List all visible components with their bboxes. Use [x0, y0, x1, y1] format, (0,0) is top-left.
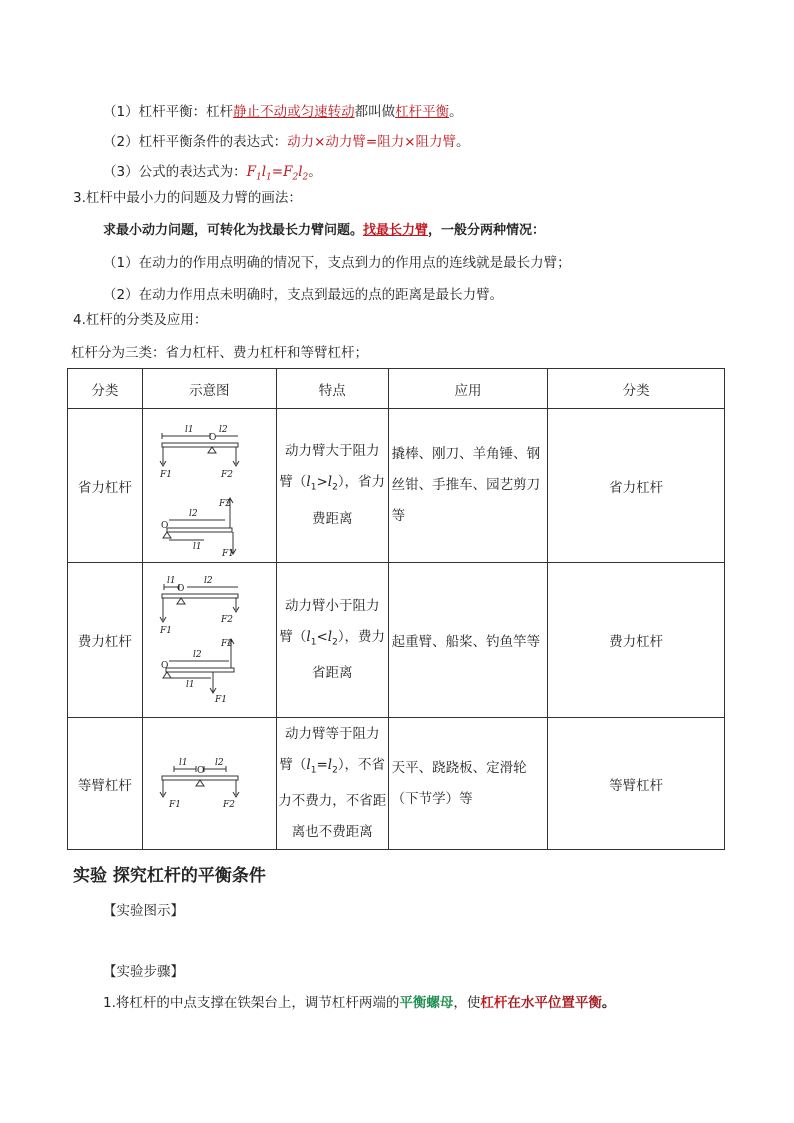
feature-line: 离也不费距离 — [291, 824, 373, 841]
classification-intro: 杠杆分为三类：省力杠杆、费力杠杆和等臂杠杆； — [71, 345, 368, 361]
header-cell: 特点 — [276, 369, 388, 409]
feature-line: 省距离 — [311, 665, 353, 682]
l1-label: l1 — [179, 757, 188, 768]
highlight-text: 动力×动力臂=阻力×阻力臂 — [287, 134, 457, 150]
text: 1.将杠杆的中点支撑在铁架台上，调节杠杆两端的 — [103, 995, 400, 1011]
force-saving-lever-diagram — [159, 416, 259, 556]
feature-line: 动力臂小于阻力 — [284, 597, 380, 614]
l2-label: l2 — [189, 508, 198, 519]
l2-label: l2 — [204, 576, 213, 586]
formula: $F_1l_1=F_2l_2$ — [246, 164, 309, 183]
header-cell: 分类 — [548, 369, 725, 409]
f1-label: F1 — [160, 469, 173, 480]
fulcrum-label: O — [161, 661, 169, 671]
text: 。 — [449, 104, 463, 120]
text: 都叫做 — [354, 104, 396, 120]
l1-label: l1 — [185, 424, 194, 435]
l2-label: l2 — [193, 650, 202, 660]
min-force-lead — [103, 222, 545, 240]
table-row — [68, 718, 725, 850]
f2-label: F2 — [219, 498, 232, 509]
highlight-text: 杠杆平衡 — [395, 104, 450, 120]
l1-label: l1 — [167, 576, 176, 586]
l2-label: l2 — [219, 424, 228, 435]
feature-line: 费距离 — [311, 510, 353, 527]
table-row — [68, 409, 725, 563]
text: （3）公式的表达式为： — [103, 164, 247, 180]
table-header-row — [68, 369, 725, 409]
header-cell: 分类 — [68, 369, 143, 409]
steps-label: 【实验步骤】 — [103, 964, 184, 980]
diagram-cell — [142, 409, 276, 563]
header-cell: 示意图 — [142, 369, 276, 409]
text: ，一般分两种情况： — [428, 223, 546, 238]
highlight-text: 杠杆 — [480, 995, 508, 1011]
category-cell: 费力杠杆 — [68, 563, 143, 718]
category-cell: 等臂杠杆 — [68, 718, 143, 850]
f2-label: F2 — [221, 615, 234, 625]
text: ，使 — [453, 995, 481, 1011]
text: 。 — [456, 134, 470, 150]
feature-line: 动力臂大于阻力 — [284, 443, 380, 460]
force-costing-lever-diagram — [159, 570, 259, 710]
balance-condition — [103, 133, 470, 151]
feature-cell — [276, 409, 388, 563]
category-cell: 省力杠杆 — [68, 409, 143, 563]
text: 求最小动力问题，可转化为找最长力臂问题。 — [103, 223, 364, 238]
fulcrum-label: O — [177, 584, 185, 594]
category-cell: 等臂杠杆 — [548, 718, 725, 850]
fulcrum-label: O — [209, 432, 217, 443]
feature-cell — [276, 718, 388, 850]
text: 。 — [601, 995, 616, 1011]
application-cell: 撬棒、刚刀、羊角锤、钢丝钳、手推车、园艺剪刀等 — [388, 409, 548, 563]
header-cell: 应用 — [388, 369, 548, 409]
f2-label: F2 — [221, 469, 234, 480]
diagram-cell — [142, 563, 276, 718]
equal-arm-lever-diagram — [159, 749, 259, 819]
balance-definition — [103, 103, 463, 121]
f1-label: F1 — [222, 548, 235, 556]
f1-label: F1 — [160, 626, 173, 636]
table-row — [68, 563, 725, 718]
highlight-text: 在水平位置平衡 — [507, 995, 602, 1011]
l1-label: l1 — [186, 680, 195, 690]
feature-line: 臂$(l_1=l_2)$，不省 — [279, 756, 386, 776]
l1-label: l1 — [193, 541, 202, 552]
fulcrum-label: O — [161, 520, 169, 531]
section-3-title: 3.杠杆中最小力的问题及力臂的画法： — [73, 190, 302, 206]
f2-label: F2 — [223, 799, 236, 810]
step-1 — [103, 994, 615, 1012]
feature-cell — [276, 563, 388, 718]
text: （1）杠杆平衡：杠杆 — [103, 104, 234, 120]
f1-label: F1 — [169, 799, 182, 810]
feature-line: 动力臂等于阻力 — [284, 725, 380, 742]
category-cell: 费力杠杆 — [548, 563, 725, 718]
feature-line: 臂$(l_1>l_2)$，省力 — [279, 474, 386, 493]
application-cell: 天平、跷跷板、定滑轮（下节学）等 — [388, 718, 548, 850]
case-2: （2）在动力作用点未明确时，支点到最远的点的距离是最长力臂。 — [103, 287, 504, 303]
f1-label: F1 — [215, 695, 228, 705]
feature-line: 臂$(l_1<l_2)$，费力 — [279, 628, 386, 648]
lever-table — [67, 368, 725, 850]
figure-label: 【实验图示】 — [103, 903, 184, 919]
section-4-title: 4.杠杆的分类及应用： — [73, 312, 208, 328]
fulcrum-label: O — [197, 765, 205, 776]
text: 。 — [308, 164, 322, 180]
experiment-heading: 实验 探究杠杆的平衡条件 — [73, 866, 266, 886]
text: （2）杠杆平衡条件的表达式： — [103, 134, 288, 150]
balance-formula — [103, 163, 322, 187]
l2-label: l2 — [215, 757, 224, 768]
f2-label: F2 — [221, 639, 234, 649]
highlight-text: 静止不动或匀速转动 — [233, 104, 355, 120]
diagram-cell — [142, 718, 276, 850]
highlight-text: 找最长力臂 — [363, 223, 429, 238]
category-cell: 省力杠杆 — [548, 409, 725, 563]
application-cell: 起重臂、船桨、钓鱼竿等 — [388, 563, 548, 718]
feature-line: 力不费力，不省距 — [278, 793, 387, 810]
case-1: （1）在动力的作用点明确的情况下，支点到力的作用点的连线就是最长力臂； — [103, 255, 571, 271]
highlight-text: 平衡螺母 — [399, 995, 454, 1011]
